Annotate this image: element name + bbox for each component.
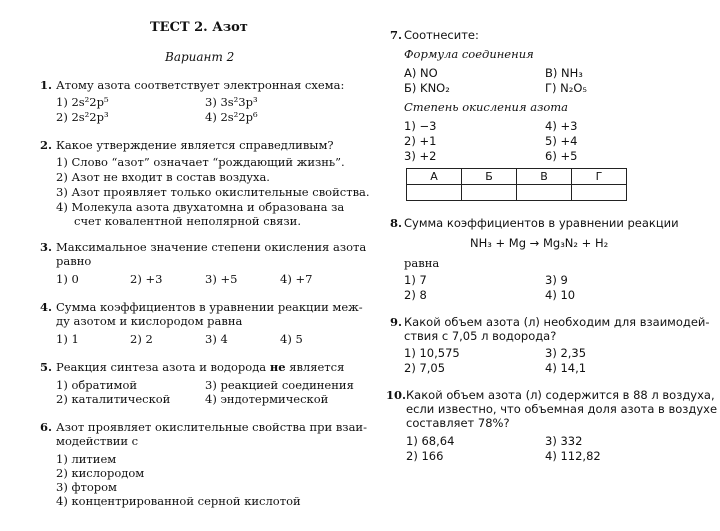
variant-label: Вариант 2 [165, 50, 235, 64]
q6-option-2: 2) кислородом [56, 466, 145, 480]
q7-formula-g: Г) N₂O₅ [545, 81, 588, 95]
q4-option-4: 4) 5 [280, 332, 303, 346]
q7-text: Соотнесите: [404, 28, 479, 42]
q5-option-3: 3) реакцией соединения [205, 378, 354, 392]
q5-option-1: 1) обратимой [56, 378, 138, 392]
q6-option-3: 3) фтором [56, 480, 117, 494]
q5-text: Реакция синтеза азота и водорода не является [56, 360, 345, 374]
q8-number: 8. [390, 216, 403, 230]
q3-number: 3. [40, 240, 53, 254]
q4-text-line1: Сумма коэффициентов в уравнении реакции меж- [56, 300, 363, 314]
q1-option-2: 2) 2s²2p³ [56, 110, 109, 124]
q8-equation: NH₃ + Mg → Mg₃N₂ + H₂ [470, 236, 609, 250]
q7-table-header-g: Г [572, 169, 627, 185]
q5-emphasis: не [269, 360, 286, 374]
q7-formula-v: В) NH₃ [545, 66, 583, 80]
q2-text: Какое утверждение является справедливым? [56, 138, 334, 152]
q5-option-2: 2) каталитической [56, 392, 171, 406]
q7-answer-cell-b[interactable] [462, 185, 517, 201]
q10-option-3: 3) 332 [545, 434, 583, 448]
q6-text-line1: Азот проявляет окислительные свойства при взаи- [56, 420, 367, 434]
q7-table-header-v: В [517, 169, 572, 185]
q4-text-line2: ду азотом и кислородом равна [56, 314, 243, 328]
q7-formula-a: А) NO [404, 66, 438, 80]
q1-option-3: 3) 3s²3p³ [205, 95, 258, 109]
q3-option-1: 1) 0 [56, 272, 79, 286]
q7-answer-cell-g[interactable] [572, 185, 627, 201]
q2-option-4-cont: счет ковалентной неполярной связи. [74, 214, 302, 228]
q2-number: 2. [40, 138, 53, 152]
q10-text-line3: составляет 78%? [406, 416, 510, 430]
q3-text-line1: Максимальное значение степени окисления азота [56, 240, 367, 254]
q6-number: 6. [40, 420, 53, 434]
q10-option-4: 4) 112,82 [545, 449, 601, 463]
q4-number: 4. [40, 300, 53, 314]
q9-number: 9. [390, 315, 403, 329]
q7-table-header-b: Б [462, 169, 517, 185]
q1-number: 1. [40, 78, 53, 92]
q2-option-3: 3) Азот проявляет только окислительные свойства. [56, 185, 370, 199]
q7-ox-1: 1) −3 [404, 119, 437, 133]
q1-text: Атому азота соответствует электронная схема: [56, 78, 345, 92]
q3-option-4: 4) +7 [280, 272, 313, 286]
q9-option-4: 4) 14,1 [545, 361, 587, 375]
q4-option-2: 2) 2 [130, 332, 153, 346]
q7-answer-table [406, 168, 627, 201]
q7-number: 7. [390, 28, 403, 42]
q9-option-2: 2) 7,05 [404, 361, 446, 375]
q5-option-4: 4) эндотермической [205, 392, 329, 406]
q3-text-line2: равно [56, 254, 92, 268]
q9-option-1: 1) 10,575 [404, 346, 460, 360]
q2-option-2: 2) Азот не входит в состав воздуха. [56, 170, 270, 184]
q4-option-3: 3) 4 [205, 332, 228, 346]
q1-option-1: 1) 2s²2p⁵ [56, 95, 109, 109]
q7-table-header-a: А [407, 169, 462, 185]
q8-option-1: 1) 7 [404, 273, 427, 287]
q7-ox-3: 3) +2 [404, 149, 437, 163]
test-title: ТЕСТ 2. Азот [150, 20, 248, 35]
q10-option-1: 1) 68,64 [406, 434, 455, 448]
q7-formula-b: Б) KNO₂ [404, 81, 450, 95]
q7-ox-header: Степень окисления азота [404, 100, 569, 114]
q3-option-3: 3) +5 [205, 272, 238, 286]
q10-option-2: 2) 166 [406, 449, 444, 463]
q1-option-4: 4) 2s²2p⁶ [205, 110, 258, 124]
q7-ox-5: 5) +4 [545, 134, 578, 148]
q4-option-1: 1) 1 [56, 332, 79, 346]
q9-text-line2: ствия с 7,05 л водорода? [404, 329, 557, 343]
q7-ox-2: 2) +1 [404, 134, 437, 148]
q2-option-4: 4) Молекула азота двухатомна и образована за [56, 200, 345, 214]
q2-option-1: 1) Слово “азот” означает “рождающий жизнь”. [56, 155, 345, 169]
q10-text-line1: Какой объем азота (л) содержится в 88 л воздуха, [406, 388, 715, 402]
q8-option-3: 3) 9 [545, 273, 568, 287]
q9-text-line1: Какой объем азота (л) необходим для взаимодей- [404, 315, 710, 329]
q7-ox-4: 4) +3 [545, 119, 578, 133]
q3-option-2: 2) +3 [130, 272, 163, 286]
q9-option-3: 3) 2,35 [545, 346, 587, 360]
q8-option-4: 4) 10 [545, 288, 576, 302]
q6-option-1: 1) литием [56, 452, 117, 466]
q6-option-4: 4) концентрированной серной кислотой [56, 494, 301, 508]
q8-equals: равна [404, 256, 440, 270]
q6-text-line2: модействии с [56, 434, 139, 448]
q5-number: 5. [40, 360, 53, 374]
q7-answer-cell-v[interactable] [517, 185, 572, 201]
q7-ox-6: 6) +5 [545, 149, 578, 163]
q10-text-line2: если известно, что объемная доля азота в воздухе [406, 402, 718, 416]
q8-option-2: 2) 8 [404, 288, 427, 302]
q7-answer-cell-a[interactable] [407, 185, 462, 201]
q7-formula-header: Формула соединения [404, 47, 534, 61]
q10-number: 10. [386, 388, 407, 402]
q8-text: Сумма коэффициентов в уравнении реакции [404, 216, 679, 230]
